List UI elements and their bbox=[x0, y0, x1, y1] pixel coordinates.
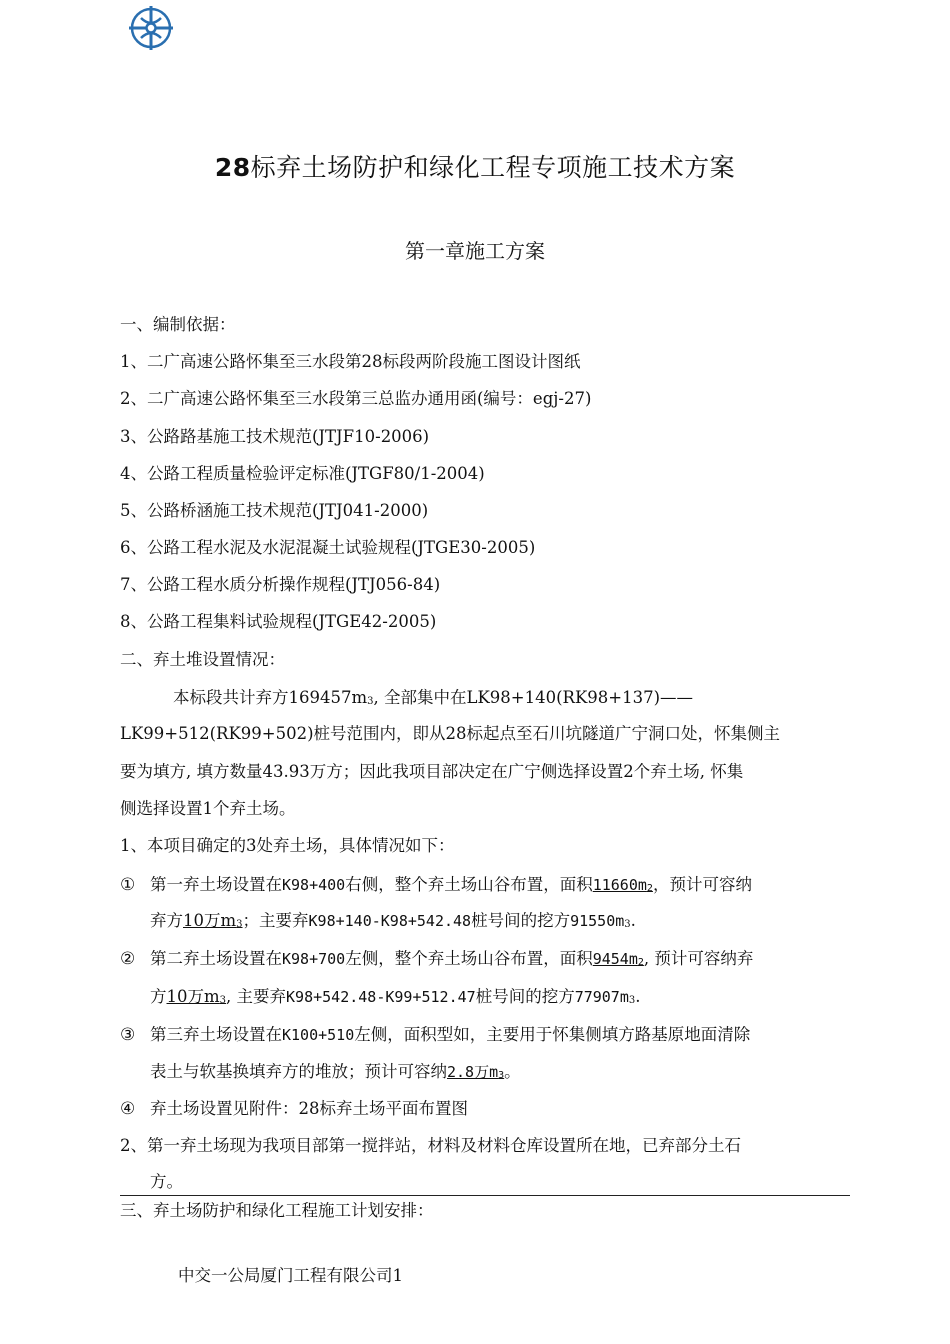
paragraph-line bbox=[173, 685, 903, 715]
capacity-value bbox=[447, 1063, 504, 1081]
spoil-site-attachment: 弃土场设置见附件：28标弃土场平面布置图 bbox=[150, 1099, 468, 1118]
basis-item: 6、公路工程水泥及水泥混凝土试验规程(JTGE30-2005) bbox=[120, 538, 536, 557]
document-title bbox=[0, 150, 950, 186]
spoil-site-3-line1 bbox=[150, 1022, 850, 1048]
text: 左侧，整个弃土场山谷布置，面积 bbox=[345, 949, 593, 968]
basis-item: 5、公路桥涵施工技术规范(JTJ041-2000) bbox=[120, 501, 429, 520]
chainage: K98+400 bbox=[282, 876, 346, 894]
basis-item: 4、公路工程质量检验评定标准(JTGF80/1-2004) bbox=[120, 464, 485, 483]
section-heading-basis: 一、编制依据： bbox=[120, 315, 236, 334]
paragraph-line: LK99+512(RK99+502)桩号范围内，即从28标起点至石川坑隧道广宁洞口处，怀集侧主 bbox=[120, 724, 781, 743]
text: 第一弃土场设置在 bbox=[150, 875, 282, 894]
superscript: 2 bbox=[646, 883, 653, 894]
chainage: K98+700 bbox=[282, 950, 346, 968]
circled-number-2: ② bbox=[120, 949, 136, 969]
chainage: K100+510 bbox=[282, 1026, 355, 1044]
circled-number-4: ④ bbox=[120, 1099, 136, 1119]
spoil-site-1-line1 bbox=[150, 872, 850, 902]
circled-number-1: ① bbox=[120, 875, 136, 895]
spoil-site-3-line2 bbox=[150, 1059, 850, 1089]
text: ，预计可容纳 bbox=[652, 875, 752, 894]
section-heading-plan: 三、弃土场防护和绿化工程施工计划安排： bbox=[120, 1201, 434, 1220]
text: 9454m bbox=[592, 950, 638, 968]
spoil-site-1-line2 bbox=[150, 908, 850, 938]
superscript: 3 bbox=[236, 919, 243, 930]
text: 。 bbox=[504, 1062, 521, 1081]
chainage-range: K98+140-K98+542.48 bbox=[308, 912, 472, 930]
superscript: 2 bbox=[637, 957, 644, 968]
text: 11660m bbox=[592, 876, 647, 894]
spoil-site-2-line2 bbox=[150, 984, 850, 1014]
text: 10万m bbox=[166, 987, 220, 1006]
list-item: 1、本项目确定的3处弃土场，具体情况如下： bbox=[120, 836, 455, 855]
text: 桩号间的挖方 bbox=[475, 987, 575, 1006]
text: 弃方 bbox=[150, 911, 183, 930]
capacity-value bbox=[183, 911, 243, 930]
text: 第二弃土场设置在 bbox=[150, 949, 282, 968]
capacity-value bbox=[167, 987, 227, 1006]
volume-value: 77907m bbox=[574, 988, 629, 1006]
circled-number-3: ③ bbox=[120, 1025, 136, 1045]
superscript: 3 bbox=[628, 995, 636, 1006]
text: 表土与软基换填弃方的堆放；预计可容纳 bbox=[150, 1062, 447, 1081]
text: 左侧，面积型如，主要用于怀集侧填方路基原地面清除 bbox=[354, 1025, 751, 1044]
title-number: 28 bbox=[214, 153, 251, 182]
text: , 预计可容纳弃 bbox=[643, 949, 754, 968]
paragraph-line: 侧选择设置1个弃土场。 bbox=[120, 799, 296, 818]
basis-item: 1、二广高速公路怀集至三水段第28标段两阶段施工图设计图纸 bbox=[120, 352, 581, 371]
text: , 全部集中在LK98+140(RK98+137)—— bbox=[373, 688, 694, 707]
company-logo-icon bbox=[127, 4, 175, 52]
horizontal-divider bbox=[120, 1195, 850, 1196]
list-item: 2、第一弃土场现为我项目部第一搅拌站，材料及材料仓库设置所在地，已弃部分土石 bbox=[120, 1136, 741, 1155]
list-item-continuation: 方。 bbox=[150, 1172, 183, 1191]
section-heading-spoil: 二、弃土堆设置情况： bbox=[120, 650, 285, 669]
paragraph-line: 要为填方, 填方数量43.93万方；因此我项目部决定在广宁侧选择设置2个弃土场, 怀集 bbox=[120, 762, 744, 781]
superscript: 3 bbox=[498, 1070, 505, 1081]
text: . bbox=[635, 987, 641, 1006]
text: . bbox=[630, 911, 636, 930]
volume-value: 91550m bbox=[570, 912, 625, 930]
text: 10万m bbox=[183, 911, 237, 930]
text: 第三弃土场设置在 bbox=[150, 1025, 282, 1044]
text: 右侧，整个弃土场山谷布置，面积 bbox=[345, 875, 593, 894]
text: 2.8万m bbox=[447, 1063, 499, 1081]
superscript: 3 bbox=[367, 696, 374, 707]
text: 本标段共计弃方169457m bbox=[173, 688, 368, 707]
basis-item: 7、公路工程水质分析操作规程(JTJ056-84) bbox=[120, 575, 441, 594]
title-text: 标弃土场防护和绿化工程专项施工技术方案 bbox=[250, 153, 736, 182]
area-value bbox=[593, 950, 644, 968]
superscript: 3 bbox=[624, 919, 631, 930]
text: 方 bbox=[150, 987, 167, 1006]
text: ；主要弃 bbox=[242, 911, 309, 930]
chapter-heading: 第一章施工方案 bbox=[405, 239, 545, 263]
text: , 主要弃 bbox=[226, 987, 287, 1006]
text: 桩号间的挖方 bbox=[471, 911, 571, 930]
superscript: 3 bbox=[219, 995, 227, 1006]
basis-item: 3、公路路基施工技术规范(JTJF10-2006) bbox=[120, 427, 430, 446]
area-value bbox=[593, 876, 653, 894]
basis-item: 8、公路工程集料试验规程(JTGE42-2005) bbox=[120, 612, 437, 631]
chainage-range: K98+542.48-K99+512.47 bbox=[286, 988, 476, 1006]
spoil-site-2-line1 bbox=[150, 946, 850, 976]
page-footer: 中交一公局厦门工程有限公司1 bbox=[178, 1266, 403, 1285]
basis-item: 2、二广高速公路怀集至三水段第三总监办通用函(编号：egj-27) bbox=[120, 389, 592, 408]
